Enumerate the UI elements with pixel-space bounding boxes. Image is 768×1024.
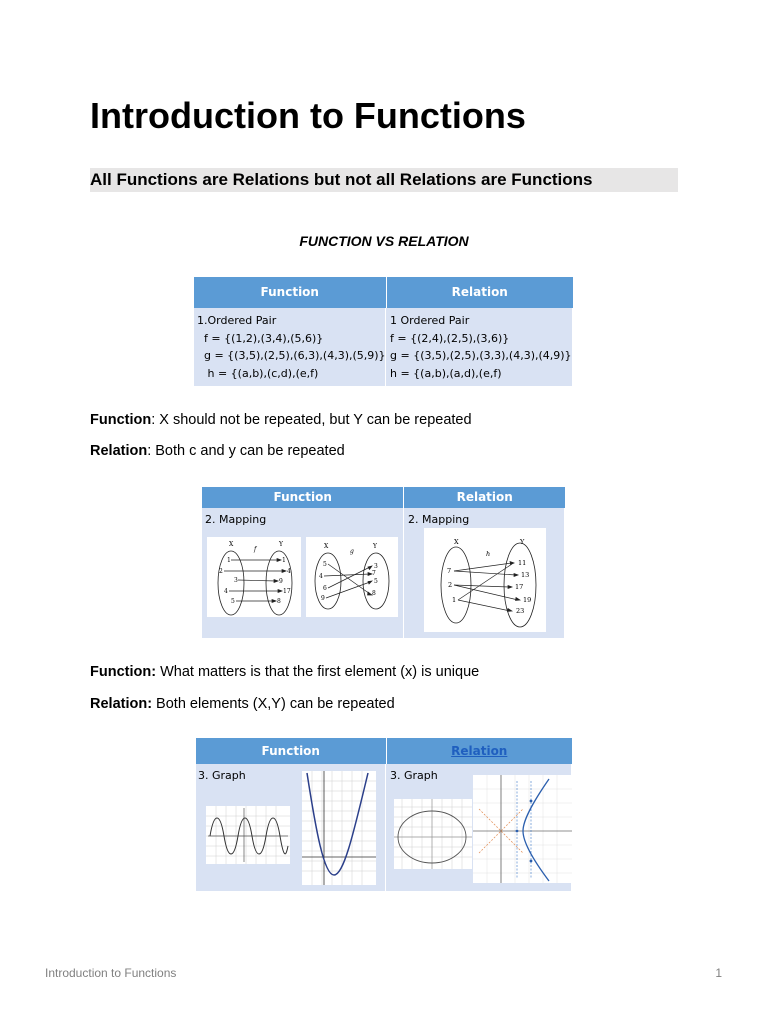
note-text: What matters is that the first element (x) is unique bbox=[156, 664, 480, 680]
hyperbola-graph bbox=[473, 775, 572, 883]
y-label: Y bbox=[373, 543, 377, 550]
graph-label: 3. Graph bbox=[198, 769, 246, 782]
range-value: 8 bbox=[372, 590, 376, 597]
range-value: 4 bbox=[287, 568, 291, 575]
parabola-graph bbox=[302, 771, 376, 885]
table-header-relation bbox=[387, 738, 574, 764]
table-header-relation: Relation bbox=[387, 277, 575, 308]
range-value: 23 bbox=[516, 607, 525, 615]
section-heading: FUNCTION VS RELATION bbox=[299, 233, 469, 249]
domain-value: 7 bbox=[447, 567, 452, 575]
range-value: 1 bbox=[282, 557, 286, 564]
ordered-pair-table bbox=[194, 277, 574, 386]
domain-value: 5 bbox=[231, 598, 235, 605]
page-title: Introduction to Functions bbox=[90, 95, 526, 136]
domain-value: 2 bbox=[219, 568, 223, 575]
mapping-label: 2. Mapping bbox=[205, 513, 267, 526]
range-value: 17 bbox=[515, 583, 524, 591]
table-row bbox=[194, 308, 574, 386]
x-label: X bbox=[229, 541, 234, 548]
subtitle: All Functions are Relations but not all Relations are Functions bbox=[90, 168, 678, 192]
domain-value: 2 bbox=[448, 581, 453, 589]
domain-value: 4 bbox=[319, 573, 323, 580]
note-text: : X should not be repeated, but Y can be repeated bbox=[151, 412, 472, 428]
x-label: X bbox=[324, 543, 329, 550]
range-value: 5 bbox=[374, 578, 378, 585]
table-header-row bbox=[194, 277, 574, 308]
function-line: g = {(3,5),(2,5),(6,3),(4,3),(5,9)} bbox=[197, 349, 386, 362]
domain-value: 5 bbox=[323, 561, 327, 568]
mapping-label: 2. Mapping bbox=[408, 513, 470, 526]
ellipse-graph bbox=[394, 799, 472, 869]
range-value: 19 bbox=[523, 596, 532, 604]
relation-line: h = {(a,b),(a,d),(e,f) bbox=[390, 366, 502, 380]
range-value: 7 bbox=[372, 570, 376, 577]
table-header-row bbox=[196, 738, 573, 764]
y-label: Y bbox=[279, 541, 283, 548]
function-line: h = {(a,b),(c,d),(e,f) bbox=[197, 366, 319, 380]
range-value: 9 bbox=[279, 578, 283, 585]
domain-value: 6 bbox=[323, 585, 327, 592]
footer-title: Introduction to Functions bbox=[45, 966, 177, 980]
range-value: 17 bbox=[283, 588, 291, 595]
domain-value: 4 bbox=[224, 588, 228, 595]
map-name-label: g bbox=[350, 548, 354, 555]
function-line: 1.Ordered Pair bbox=[197, 314, 277, 327]
note-label: Function: bbox=[90, 664, 157, 680]
table-header-function: Function bbox=[202, 487, 404, 508]
relation-note bbox=[90, 442, 345, 460]
relation-note bbox=[90, 695, 395, 713]
y-label: Y bbox=[520, 538, 525, 546]
range-value: 8 bbox=[277, 598, 281, 605]
function-note bbox=[90, 663, 479, 681]
relation-link[interactable]: Relation bbox=[451, 744, 508, 758]
note-text: : Both c and y can be repeated bbox=[147, 443, 345, 459]
note-label: Relation: bbox=[90, 696, 153, 712]
table-header-row bbox=[202, 487, 566, 508]
domain-value: 1 bbox=[227, 557, 231, 564]
map-name-label: h bbox=[486, 550, 491, 558]
sine-wave-graph bbox=[206, 806, 290, 864]
domain-value: 3 bbox=[234, 577, 238, 584]
function-cell bbox=[194, 308, 386, 386]
domain-value: 9 bbox=[321, 595, 325, 602]
relation-line: 1 Ordered Pair bbox=[390, 314, 470, 327]
relation-line: g = {(3,5),(2,5),(3,3),(4,3),(4,9)} bbox=[390, 349, 572, 362]
function-note bbox=[90, 411, 472, 429]
relation-mapping-diagram bbox=[424, 528, 546, 632]
relation-cell bbox=[386, 308, 573, 386]
relation-line: f = {(2,4),(2,5),(3,6)} bbox=[390, 331, 510, 345]
range-value: 3 bbox=[374, 563, 378, 570]
note-label: Relation bbox=[90, 443, 148, 459]
function-mapping-diagram-1 bbox=[207, 537, 301, 617]
map-name-label: f bbox=[254, 546, 257, 553]
table-header-function: Function bbox=[196, 738, 387, 764]
table-header-relation: Relation bbox=[404, 487, 566, 508]
function-mapping-diagram-2 bbox=[306, 537, 398, 617]
function-line: f = {(1,2),(3,4),(5,6)} bbox=[197, 331, 324, 345]
range-value: 13 bbox=[521, 571, 530, 579]
domain-value: 1 bbox=[452, 596, 457, 604]
graph-label: 3. Graph bbox=[390, 769, 438, 782]
table-header-function: Function bbox=[194, 277, 387, 308]
range-value: 11 bbox=[518, 559, 527, 567]
note-text: Both elements (X,Y) can be repeated bbox=[152, 696, 395, 712]
note-label: Function bbox=[90, 412, 152, 428]
x-label: X bbox=[454, 538, 459, 546]
page-number: 1 bbox=[715, 966, 722, 980]
